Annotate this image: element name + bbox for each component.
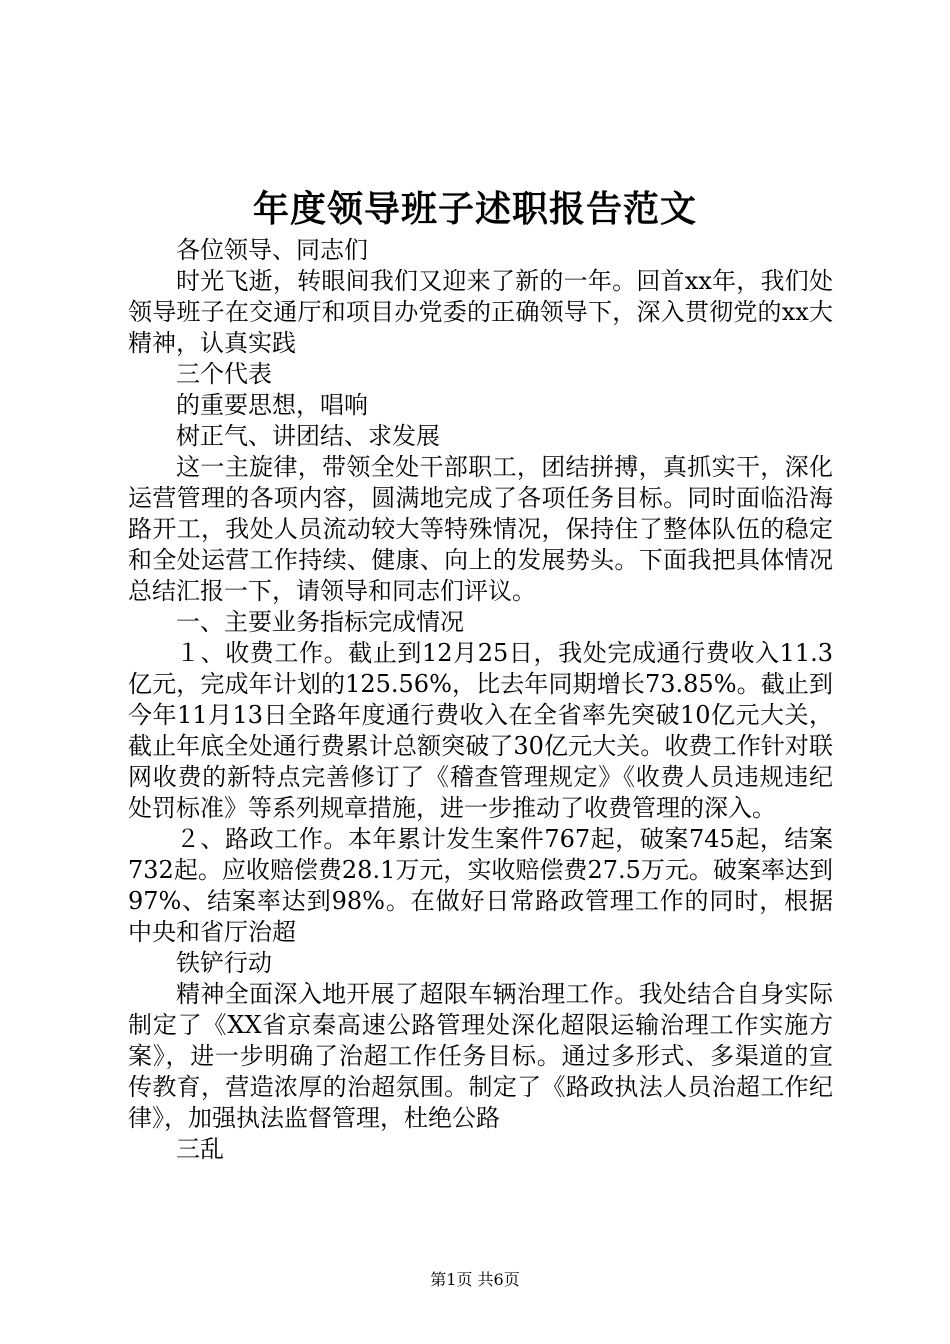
page-footer: 第1页 共6页: [430, 1270, 520, 1289]
paragraph: 的重要思想，唱响: [176, 391, 368, 419]
paragraph: 铁铲行动: [176, 949, 272, 977]
section-heading: 一、主要业务指标完成情况: [176, 608, 464, 636]
paragraph: 精神全面深入地开展了超限车辆治理工作。我处结合自身实际制定了《XX省京秦高速公路管理处深化超限运输治理工作实施方案》，进一步明确了治超工作任务目标。通过多形式、多渠道的宣传教育，营造浓厚的治超氛围。制定了《路政执法人员治超工作纪律》，加强执法监督管理，杜绝公路: [128, 980, 833, 1132]
paragraph: １、收费工作。截止到12月25日，我处完成通行费收入11.3亿元，完成年计划的125.56%，比去年同期增长73.85%。截止到今年11月13日全路年度通行费收入在全省率先突破10亿元大关，截止年底全处通行费累计总额突破了30亿元大关。收费工作针对联网收费的新特点完善修订了《稽查管理规定》《收费人员违规违纪处罚标准》等系列规章措施，进一步推动了收费管理的深入。: [128, 639, 833, 822]
paragraph: 树正气、讲团结、求发展: [176, 422, 440, 450]
document-body: [128, 235, 833, 1165]
paragraph: ２、路政工作。本年累计发生案件767起，破案745起，结案732起。应收赔偿费28.1万元，实收赔偿费27.5万元。破案率达到97%、结案率达到98%。在做好日常路政管理工作的同时，根据中央和省厅治超: [128, 825, 833, 946]
paragraph: 时光飞逝，转眼间我们又迎来了新的一年。回首xx年，我们处领导班子在交通厅和项目办党委的正确领导下，深入贯彻党的xx大精神，认真实践: [128, 267, 833, 357]
document-title: 年度领导班子述职报告范文: [252, 188, 697, 230]
paragraph: 这一主旋律，带领全处干部职工，团结拼搏，真抓实干，深化运营管理的各项内容，圆满地完成了各项任务目标。同时面临沿海路开工，我处人员流动较大等特殊情况，保持住了整体队伍的稳定和全处运营工作持续、健康、向上的发展势头。下面我把具体情况总结汇报一下，请领导和同志们评议。: [128, 453, 833, 605]
paragraph: 三乱: [176, 1135, 224, 1163]
paragraph: 三个代表: [176, 360, 272, 388]
paragraph: 各位领导、同志们: [176, 236, 368, 264]
